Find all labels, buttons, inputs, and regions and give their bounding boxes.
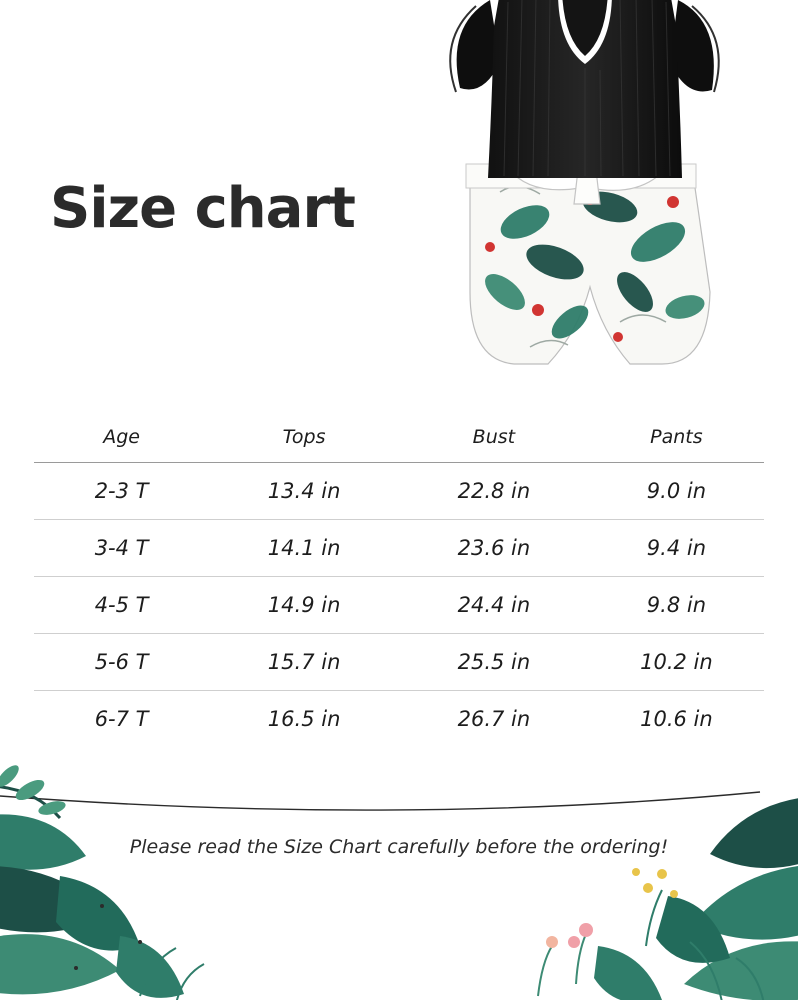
cell-bust: 24.4 in	[399, 577, 589, 634]
cell-age: 4-5 T	[34, 577, 209, 634]
left-foliage-decoration	[0, 756, 290, 1000]
cell-tops: 16.5 in	[209, 691, 399, 748]
table-row	[34, 463, 764, 520]
table-row	[34, 691, 764, 748]
column-header-age: Age	[34, 420, 209, 463]
cell-pants: 9.4 in	[589, 520, 764, 577]
table-row	[34, 577, 764, 634]
table-row	[34, 634, 764, 691]
cell-age: 3-4 T	[34, 520, 209, 577]
cell-bust: 22.8 in	[399, 463, 589, 520]
column-header-bust: Bust	[399, 420, 589, 463]
cell-bust: 23.6 in	[399, 520, 589, 577]
outfit-illustration	[430, 0, 750, 392]
cell-bust: 26.7 in	[399, 691, 589, 748]
cell-pants: 10.2 in	[589, 634, 764, 691]
column-header-tops: Tops	[209, 420, 399, 463]
cell-pants: 9.0 in	[589, 463, 764, 520]
cell-age: 5-6 T	[34, 634, 209, 691]
size-table	[34, 420, 764, 747]
right-foliage-decoration	[478, 746, 798, 1000]
cell-bust: 25.5 in	[399, 634, 589, 691]
size-table-container	[34, 420, 764, 747]
cell-tops: 14.1 in	[209, 520, 399, 577]
column-header-pants: Pants	[589, 420, 764, 463]
table-row	[34, 520, 764, 577]
cell-tops: 13.4 in	[209, 463, 399, 520]
cell-tops: 15.7 in	[209, 634, 399, 691]
shorts-shape	[466, 156, 710, 364]
page-title: Size chart	[50, 176, 355, 241]
curved-swoosh-line	[0, 790, 798, 830]
cell-tops: 14.9 in	[209, 577, 399, 634]
cell-pants: 9.8 in	[589, 577, 764, 634]
cell-age: 2-3 T	[34, 463, 209, 520]
footer-note: Please read the Size Chart carefully before the ordering!	[129, 836, 669, 858]
cell-age: 6-7 T	[34, 691, 209, 748]
top-shape	[450, 0, 719, 178]
table-header-row	[34, 420, 764, 463]
cell-pants: 10.6 in	[589, 691, 764, 748]
